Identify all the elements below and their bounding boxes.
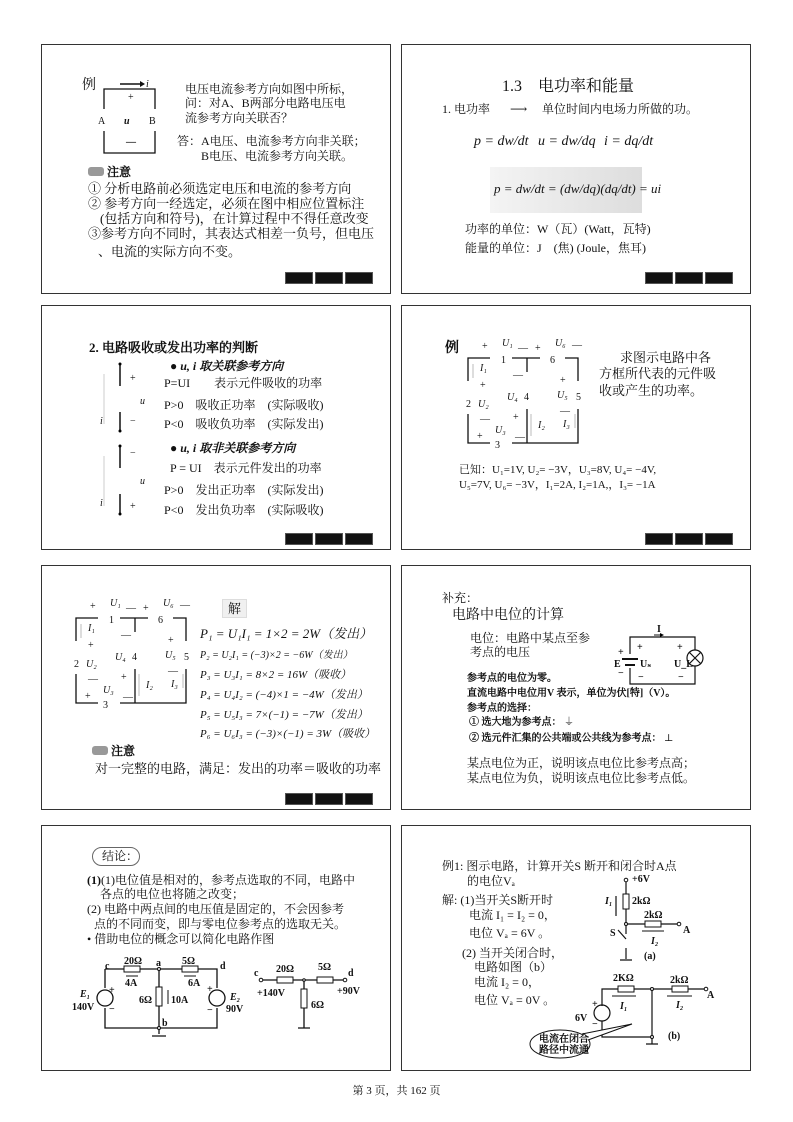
svg-text:I₂: I₂: [651, 936, 659, 947]
svg-text:−: −: [207, 1005, 213, 1016]
svg-text:+: +: [637, 642, 643, 653]
note-label: 注意: [107, 165, 132, 179]
question-line-1: 求图示电路中各: [620, 350, 712, 365]
svg-text:(a): (a): [644, 951, 656, 962]
svg-text:A: A: [683, 925, 691, 936]
svg-text:6V: 6V: [575, 1013, 588, 1024]
svg-text:i: i: [146, 79, 149, 90]
circuit-label: U₃: [495, 425, 506, 436]
circuit-label: +: [88, 640, 94, 651]
circuit-label: —: [88, 674, 98, 685]
power-equation-4: P₄ = U₄I₂ = (−4)×1 = −4W（发出）: [200, 689, 368, 701]
svg-text:−: −: [618, 668, 624, 679]
nav-button-prev[interactable]: [645, 533, 673, 545]
switch-circuits: [402, 826, 752, 1072]
question-line-3: 流参考方向关联否？: [185, 111, 294, 125]
svg-text:+: +: [677, 642, 683, 653]
slide-nav-buttons[interactable]: [645, 272, 733, 284]
circuit-label: I₃: [563, 419, 570, 430]
known-values-line-1: 已知：U₁=1V, U₂= −3V，U₃=8V, U₄= −4V,: [459, 464, 657, 476]
circuit-label: U₃: [103, 685, 114, 696]
example-line-1: 例1: 图示电路，计算开关S 断开和闭合时A点: [442, 859, 677, 873]
example-label: 例: [82, 78, 96, 93]
svg-text:d: d: [220, 961, 226, 972]
section-title: 电路中电位的计算: [452, 608, 564, 623]
solution-line-5: 电路如图（b）: [474, 960, 553, 974]
svg-text:+6V: +6V: [632, 874, 650, 885]
question-line-2: 方框所代表的元件吸: [599, 366, 717, 381]
circuit-label: —: [180, 600, 190, 611]
circuit-label: 6: [158, 615, 163, 626]
svg-text:路径中流通: 路径中流通: [539, 1045, 589, 1056]
nav-button-home[interactable]: [315, 272, 343, 284]
page-footer: 第 3 页，共 162 页: [352, 1085, 441, 1097]
slide-nav-buttons[interactable]: [285, 272, 373, 284]
note-heading: [88, 165, 131, 179]
nav-button-next[interactable]: [705, 272, 733, 284]
common-ground-icon: ⊥: [664, 733, 674, 744]
power-balance-conclusion: 对一完整的电路，满足：发出的功率＝吸收的功率: [95, 761, 382, 776]
bullet-associated-text: u, i 取关联参考方向: [180, 359, 284, 373]
svg-text:−: −: [592, 1019, 598, 1030]
svg-text:E₂: E₂: [230, 992, 241, 1003]
reference-rule-2: 直流电路中电位用V 表示，单位为伏[特]（V）。: [467, 688, 676, 699]
svg-text:u: u: [140, 396, 145, 407]
svg-text:—: —: [126, 137, 136, 148]
svg-text:−: −: [130, 448, 136, 459]
circuit-label: +: [90, 601, 96, 612]
circuit-label: —: [123, 692, 133, 703]
associated-negative: P<0 吸收负功率 (实际发出): [164, 417, 324, 431]
question-line-3: 收或产生的功率。: [599, 383, 704, 398]
nav-button-prev[interactable]: [285, 533, 313, 545]
circuit-label: U₁: [110, 598, 121, 609]
reference-rule-5: [469, 732, 673, 746]
nav-button-home[interactable]: [675, 533, 703, 545]
nav-button-home[interactable]: [315, 533, 343, 545]
svg-text:电流在闭合: 电流在闭合: [539, 1034, 589, 1045]
slide-nav-buttons[interactable]: [285, 793, 373, 805]
circuit-label: U₁: [502, 338, 513, 349]
svg-text:5Ω: 5Ω: [182, 956, 196, 967]
solution-line-6: 电流 I₂ = 0，: [474, 975, 540, 989]
circuit-label: 1: [501, 355, 506, 366]
book-icon: [88, 167, 104, 176]
formula-power-product: p = dw/dt = (dw/dq)(dq/dt) = ui: [494, 181, 662, 196]
two-source-circuits: [42, 826, 392, 1072]
svg-text:+140V: +140V: [257, 988, 285, 999]
supplement-label: 补充：: [442, 591, 479, 605]
svg-text:+: +: [109, 985, 115, 996]
circuit-label: —: [126, 603, 136, 614]
svg-text:I₂: I₂: [676, 1000, 684, 1011]
formula-current: i = dq/dt: [604, 134, 654, 149]
conclusion-2-cont: 点的不同而变，即与零电位参考点的选取无关。: [94, 917, 347, 931]
power-equation-3: P₃ = U₃I₁ = 8×2 = 16W（吸收）: [200, 669, 352, 681]
svg-text:90V: 90V: [226, 1004, 244, 1015]
circuit-label: I₂: [146, 680, 153, 691]
svg-text:140V: 140V: [72, 1002, 95, 1013]
svg-text:u: u: [140, 476, 145, 487]
svg-text:+: +: [618, 647, 624, 658]
associated-positive: P>0 吸收正功率 (实际吸收): [164, 398, 324, 412]
svg-text:−: −: [109, 1004, 115, 1015]
solution-label: 解: [222, 599, 247, 618]
power-definition-text: 单位时间内电场力所做的功。: [542, 102, 699, 116]
circuit-label: —: [121, 630, 131, 641]
non-associated-positive: P>0 发出正功率 (实际发出): [164, 483, 324, 497]
slide-title: 2. 电路吸收或发出功率的判断: [89, 340, 259, 355]
svg-text:5Ω: 5Ω: [318, 962, 332, 973]
potential-positive-note: 某点电位为正，说明该点电位比参考点高；: [467, 756, 696, 770]
slide-conclusion: [41, 825, 391, 1071]
circuit-label: 5: [184, 652, 189, 663]
circuit-label: 2: [466, 399, 471, 410]
circuit-label: +: [121, 672, 127, 683]
bullet-associated: ● u, i 取关联参考方向: [170, 359, 284, 373]
answer-line-1: 答：A电压、电流参考方向非关联；: [177, 134, 366, 148]
svg-text:U_L: U_L: [674, 659, 693, 670]
nav-button-home[interactable]: [675, 272, 703, 284]
power-equation-2: P₂ = U₂I₁ = (−3)×2 = −6W（发出）: [200, 650, 353, 661]
arrow-icon: ⟶: [510, 102, 528, 116]
slide-nav-buttons[interactable]: [285, 533, 373, 545]
circuit-label: —: [518, 343, 528, 354]
conclusion-1-text: (1)电位值是相对的，参考点选取的不同，电路中: [101, 873, 355, 887]
nav-button-prev[interactable]: [285, 793, 313, 805]
note-heading: [92, 744, 135, 758]
six-element-circuit: [402, 306, 752, 551]
svg-text:10A: 10A: [171, 995, 189, 1006]
circuit-label: U₄: [507, 392, 518, 403]
earth-ground-icon: ⏚: [564, 717, 574, 728]
potential-definition-2: 考点的电压: [470, 645, 531, 659]
slide-power-example: [401, 305, 751, 550]
svg-text:A: A: [707, 990, 715, 1001]
example-line-2: 的电位Vₐ: [467, 874, 515, 888]
svg-text:−: −: [130, 416, 136, 427]
solution-line-4: (2) 当开关闭合时，: [462, 946, 563, 960]
circuit-label: +: [477, 431, 483, 442]
svg-text:−: −: [678, 672, 684, 683]
circuit-label: I₂: [538, 420, 545, 431]
power-equation-6: P₆ = U₆I₃ = (−3)×(−1) = 3W（吸收）: [200, 728, 376, 740]
circuit-label: +: [85, 691, 91, 702]
conclusion-2: (2) 电路中两点间的电压值是固定的，不会因参考: [87, 902, 344, 916]
svg-text:+: +: [592, 999, 598, 1010]
question-line-2: 问：对A、B两部分电路电压电: [185, 96, 346, 110]
formula-power: p = dw/dt: [474, 134, 529, 149]
svg-text:20Ω: 20Ω: [276, 964, 295, 975]
circuit-label: —: [480, 414, 490, 425]
svg-text:2kΩ: 2kΩ: [632, 896, 651, 907]
circuit-label: 4: [524, 392, 529, 403]
note-label: 注意: [111, 744, 136, 758]
circuit-label: +: [482, 341, 488, 352]
solution-line-3: 电位 Vₐ = 6V 。: [469, 926, 551, 940]
slide-title: 1.3 电功率和能量: [502, 78, 635, 95]
non-associated-formula: P = UI 表示元件发出的功率: [170, 461, 322, 475]
associated-formula: P=UI 表示元件吸收的功率: [164, 376, 323, 390]
svg-text:+: +: [128, 92, 134, 103]
svg-text:+: +: [207, 984, 213, 995]
svg-text:+90V: +90V: [337, 986, 360, 997]
non-associated-negative: P<0 发出负功率 (实际吸收): [164, 503, 324, 517]
reference-rule-4: [469, 716, 574, 730]
circuit-label: U₆: [163, 598, 174, 609]
slide-power-judgement: [41, 305, 391, 550]
circuit-label: U₅: [165, 650, 176, 661]
svg-text:20Ω: 20Ω: [124, 956, 143, 967]
note-item-3-cont: 、电流的实际方向不变。: [98, 244, 242, 259]
energy-unit: 能量的单位：J (焦) (Joule，焦耳): [465, 241, 646, 255]
svg-text:a: a: [156, 958, 161, 969]
circuit-label: U₅: [557, 390, 568, 401]
circuit-label: I₃: [171, 679, 178, 690]
circuit-label: U₆: [555, 338, 566, 349]
svg-text:−: −: [638, 672, 644, 683]
svg-text:E: E: [614, 659, 621, 670]
answer-line-2: B电压、电流参考方向关联。: [201, 149, 354, 163]
nav-button-next[interactable]: [345, 272, 373, 284]
reference-rule-3: 参考点的选择：: [467, 703, 537, 714]
svg-text:2KΩ: 2KΩ: [613, 973, 634, 984]
conclusion-1-cont: 各点的电位也将随之改变；: [100, 887, 245, 901]
circuit-label: 3: [495, 440, 500, 451]
svg-text:+: +: [130, 373, 136, 384]
potential-negative-note: 某点电位为负，说明该点电位比参考点低。: [467, 771, 696, 785]
svg-text:S: S: [610, 928, 616, 939]
circuit-label: +: [480, 380, 486, 391]
note-item-2-cont: (包括方向和符号)，在计算过程中不得任意改变: [100, 211, 369, 226]
svg-text:I₁: I₁: [605, 896, 613, 907]
slide-power-solution: [41, 565, 391, 810]
nav-button-next[interactable]: [345, 793, 373, 805]
note-item-2: ② 参考方向一经选定，必须在图中相应位置标注: [88, 196, 365, 211]
power-definition-label: 1. 电功率: [442, 102, 491, 116]
circuit-label: 3: [103, 700, 108, 711]
circuit-label: 5: [576, 392, 581, 403]
conclusion-bullet: • 借助电位的概念可以简化电路作图: [87, 932, 275, 946]
question-line-1: 电压电流参考方向如图中所标，: [185, 82, 354, 96]
formula-voltage: u = dw/dq: [538, 134, 596, 149]
reference-rule-4-text: ① 选大地为参考点：: [469, 717, 562, 728]
reference-rule-1: 参考点的电位为零。: [467, 673, 557, 684]
nav-button-next[interactable]: [705, 533, 733, 545]
svg-text:2kΩ: 2kΩ: [670, 975, 689, 986]
circuit-label: +: [168, 635, 174, 646]
svg-text:6A: 6A: [188, 978, 201, 989]
nav-button-prev[interactable]: [645, 272, 673, 284]
svg-text:i: i: [100, 416, 103, 427]
circuit-label: +: [560, 375, 566, 386]
slide-nav-buttons[interactable]: [645, 533, 733, 545]
nav-button-prev[interactable]: [285, 272, 313, 284]
circuit-label: +: [535, 343, 541, 354]
power-equation-1: P₁ = U₁I₁ = 1×2 = 2W（发出）: [200, 626, 373, 641]
svg-text:i: i: [100, 498, 103, 509]
svg-text:6Ω: 6Ω: [139, 995, 153, 1006]
example-label: 例: [445, 341, 459, 356]
power-unit: 功率的单位：W（瓦）(Watt，瓦特): [465, 222, 651, 236]
circuit-label: 6: [550, 355, 555, 366]
svg-text:c: c: [105, 961, 110, 972]
nav-button-next[interactable]: [345, 533, 373, 545]
circuit-label: I₁: [88, 623, 95, 634]
slide-potential-example: [401, 825, 751, 1071]
svg-text:d: d: [348, 968, 354, 979]
solution-line-2: 电流 I₁ = I₂ = 0，: [469, 908, 556, 922]
nav-button-home[interactable]: [315, 793, 343, 805]
potential-definition-1: 电位：电路中某点至参: [470, 631, 591, 645]
slide-potential-calculation: [401, 565, 751, 810]
svg-text:u: u: [124, 116, 130, 127]
svg-text:6Ω: 6Ω: [311, 1000, 325, 1011]
bullet-non-associated: ● u, i 取非关联参考方向: [170, 441, 296, 455]
circuit-label: —: [515, 432, 525, 443]
svg-text:(b): (b): [668, 1031, 681, 1042]
svg-text:B: B: [149, 116, 156, 127]
conclusion-1: (1)(1)电位值是相对的，参考点选取的不同，电路中: [87, 873, 355, 887]
svg-text:I₁: I₁: [620, 1001, 628, 1012]
circuit-label: 4: [132, 652, 137, 663]
svg-text:E₁: E₁: [80, 989, 91, 1000]
circuit-label: —: [572, 340, 582, 351]
circuit-label: U₂: [478, 399, 489, 410]
svg-text:Uₛ: Uₛ: [640, 659, 652, 670]
svg-text:I: I: [657, 624, 661, 635]
bullet-non-associated-text: u, i 取非关联参考方向: [180, 441, 296, 455]
circuit-label: —: [513, 370, 523, 381]
circuit-label: 1: [109, 615, 114, 626]
slide-electric-power: [401, 44, 751, 294]
slide-reference-direction-example: [41, 44, 391, 294]
circuit-label: U₂: [86, 659, 97, 670]
note-item-1: ① 分析电路前必须选定电压和电流的参考方向: [88, 181, 352, 196]
reference-rule-5-text: ② 选元件汇集的公共端或公共线为参考点：: [469, 733, 662, 744]
power-equation-5: P₅ = U₅I₃ = 7×(−1) = −7W（发出）: [200, 709, 368, 721]
svg-text:c: c: [254, 968, 259, 979]
svg-text:b: b: [162, 1018, 168, 1029]
solution-line-7: 电位 Vₐ = 0V 。: [474, 993, 556, 1007]
svg-text:+: +: [130, 501, 136, 512]
circuit-label: —: [168, 666, 178, 677]
cloud-label: 结论：: [102, 849, 139, 863]
note-item-3: ③参考方向不同时，其表达式相差一负号，但电压: [88, 226, 375, 241]
svg-text:A: A: [98, 116, 106, 127]
known-values-line-2: U₅=7V, U₆= −3V，I₁=2A, I₂=1A,，I₃= −1A: [459, 479, 656, 491]
circuit-label: 2: [74, 659, 79, 670]
svg-text:2kΩ: 2kΩ: [644, 910, 663, 921]
book-icon: [92, 746, 108, 755]
circuit-label: +: [513, 412, 519, 423]
solution-line-1: 解: (1)当开关S断开时: [442, 893, 554, 907]
circuit-label: +: [143, 603, 149, 614]
circuit-label: U₄: [115, 652, 126, 663]
svg-text:4A: 4A: [125, 978, 138, 989]
circuit-label: I₁: [480, 363, 487, 374]
circuit-label: —: [560, 406, 570, 417]
